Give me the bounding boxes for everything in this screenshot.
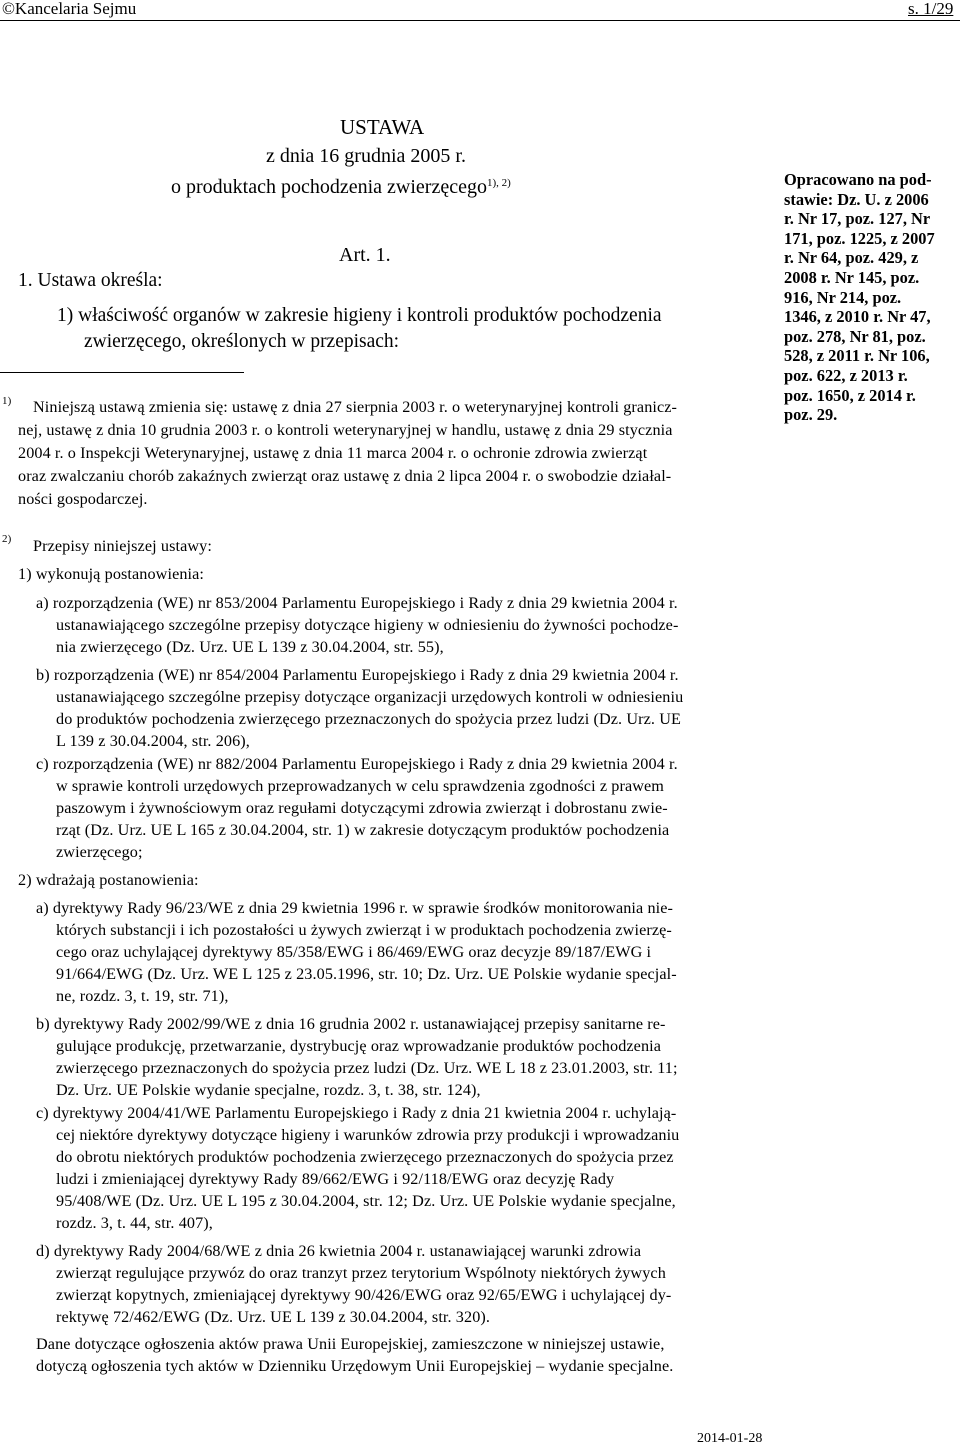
act-subject: o produktach pochodzenia zwierzęcego$^{1), 2)}$	[171, 176, 511, 198]
list-item: c) rozporządzenia (WE) nr 882/2004 Parlamentu Europejskiego i Rady z dnia 29 kwietnia 2004 r.	[36, 755, 678, 773]
list-item: w sprawie kontroli urzędowych przeprowadzanych w celu sprawdzenia zgodności z prawem	[56, 777, 665, 795]
footnote-separator	[0, 372, 244, 373]
list-item: zwierzęcego przeznaczonych do spożycia przez ludzi (Dz. Urz. WE L 18 z 23.01.2003, str. 11;	[56, 1059, 678, 1077]
footnote-1-line: ności gospodarczej.	[18, 490, 148, 508]
footnote-2-point-2: 2) wdrażają postanowienia:	[18, 871, 199, 889]
list-item: zwierzęcego;	[56, 843, 143, 861]
article-item-1-line-2: zwierzęcego, określonych w przepisach:	[84, 331, 400, 352]
list-item: zwierząt regulujące przywóz do oraz tranzyt przez terytorium Wspólnoty niektórych żywych	[56, 1264, 666, 1282]
list-item: zwierząt kopytnych, zmieniającej dyrektywy 90/426/EWG oraz 92/65/EWG i uchylającej dy-	[56, 1286, 672, 1304]
list-item: ustanawiającego szczególne przepisy dotyczące organizacji urzędowych kontroli w odniesieniu	[56, 688, 684, 706]
act-title: USTAWA	[340, 115, 425, 139]
list-item: b) dyrektywy Rady 2002/99/WE z dnia 16 grudnia 2002 r. ustanawiającej przepisy sanitarne re-	[36, 1015, 666, 1033]
list-item: gulujące produkcję, przetwarzanie, dystrybucję oraz wprowadzanie produktów pochodzenia	[56, 1037, 662, 1055]
list-item: których substancji i ich pozostałości u żywych zwierząt i w produktach pochodzenia zwierzę-	[56, 921, 672, 939]
footnote-1-line: Niniejszą ustawą zmienia się: ustawę z dnia 27 sierpnia 2003 r. o weterynaryjnej kontroli granicz-	[33, 398, 678, 416]
footnote-2-point-1: 1) wykonują postanowienia:	[18, 565, 205, 583]
article-heading: Art. 1.	[339, 244, 391, 266]
list-item: rektywę 72/462/EWG (Dz. Urz. UE L 139 z 30.04.2004, str. 320).	[56, 1308, 491, 1326]
closing-note: Dane dotyczące ogłoszenia aktów prawa Unii Europejskiej, zamieszczone w niniejszej ustawie,	[36, 1335, 665, 1353]
list-item: Dz. Urz. UE Polskie wydanie specjalne, rozdz. 3, t. 38, str. 124),	[56, 1081, 481, 1099]
header-divider	[0, 20, 960, 21]
article-intro: 1. Ustawa określa:	[18, 270, 163, 291]
footnote-1-line: oraz zwalczaniu chorób zakaźnych zwierząt oraz ustawę z dnia 2 lipca 2004 r. o swobodzie działal-	[18, 467, 672, 485]
list-item: c) dyrektywy 2004/41/WE Parlamentu Europejskiego i Rady z dnia 21 kwietnia 2004 r. uchylają-	[36, 1104, 677, 1122]
list-item: paszowym i żywnościowym oraz regułami dotyczącymi zdrowia zwierząt i dobrostanu zwie-	[56, 799, 668, 817]
list-item: rząt (Dz. Urz. UE L 165 z 30.04.2004, str. 1) w zakresie dotyczącym produktów pochodzenia	[56, 821, 670, 839]
list-item: 91/664/EWG (Dz. Urz. WE L 125 z 23.05.1996, str. 10; Dz. Urz. UE Polskie wydanie specjal-	[56, 965, 677, 983]
list-item: b) rozporządzenia (WE) nr 854/2004 Parlamentu Europejskiego i Rady z dnia 29 kwietnia 2004 r.	[36, 666, 679, 684]
list-item: cego oraz uchylającej dyrektywy 85/358/EWG i 86/469/EWG oraz decyzje 89/187/EWG i	[56, 943, 652, 961]
list-item: a) rozporządzenia (WE) nr 853/2004 Parlamentu Europejskiego i Rady z dnia 29 kwietnia 2004 r.	[36, 594, 678, 612]
list-item: L 139 z 30.04.2004, str. 206),	[56, 732, 250, 750]
footnote-2-intro: Przepisy niniejszej ustawy:	[33, 537, 212, 555]
list-item: d) dyrektywy Rady 2004/68/WE z dnia 26 kwietnia 2004 r. ustanawiającej warunki zdrowia	[36, 1242, 642, 1260]
list-item: nia zwierzęcego (Dz. Urz. UE L 139 z 30.04.2004, str. 55),	[56, 638, 444, 656]
footnote-1-marker: 1)	[2, 395, 12, 407]
footnote-2-marker: 2)	[2, 533, 12, 545]
list-item: ludzi i zmieniającej dyrektywy Rady 89/662/EWG i 92/118/EWG oraz decyzję Rady	[56, 1170, 615, 1188]
act-date: z dnia 16 grudnia 2005 r.	[266, 145, 466, 167]
header-publisher: ©Kancelaria Sejmu	[2, 0, 137, 18]
closing-note: dotyczą ogłoszenia tych aktów w Dzienniku Urzędowym Unii Europejskiej – wydanie specjalne.	[36, 1357, 674, 1375]
list-item: do obrotu niektórych produktów pochodzenia zwierzęcego przeznaczonych do spożycia przez	[56, 1148, 674, 1166]
list-item: a) dyrektywy Rady 96/23/WE z dnia 29 kwietnia 1996 r. w sprawie środków monitorowania nie-	[36, 899, 674, 917]
list-item: rozdz. 3, t. 44, str. 407),	[56, 1214, 213, 1232]
source-note: Opracowano na pod- stawie: Dz. U. z 2006 r. Nr 17, poz. 127, Nr 171, poz. 1225, z 2007 r. Nr 64, poz. 429, z 2008 r. Nr 145, poz. 916, Nr 214, poz. 1346, z 2010 r. Nr 47, poz. 278, Nr 81, poz. 528, z 2011 r. Nr 106, poz. 622, z 2013 r. poz. 1650, z 2014 r. poz. 29.	[784, 170, 935, 425]
list-item: 95/408/WE (Dz. Urz. UE L 195 z 30.04.2004, str. 12; Dz. Urz. UE Polskie wydanie specjalne,	[56, 1192, 676, 1210]
list-item: ustanawiającego szczególne przepisy dotyczące higieny w odniesieniu do żywności pochodze-	[56, 616, 679, 634]
list-item: cej niektóre dyrektywy dotyczące higieny i warunków zdrowia przy produkcji i wprowadzaniu	[56, 1126, 680, 1144]
list-item: do produktów pochodzenia zwierzęcego przeznaczonych do spożycia przez ludzi (Dz. Urz. UE	[56, 710, 681, 728]
footnote-ref: 1), 2)	[486, 177, 511, 189]
article-item-1-line-1: 1) właściwość organów w zakresie higieny i kontroli produktów pochodzenia	[57, 305, 662, 326]
list-item: ne, rozdz. 3, t. 19, str. 71),	[56, 987, 229, 1005]
page-number-link[interactable]: s. 1/29	[908, 0, 954, 18]
footnote-1-line: 2004 r. o Inspekcji Weterynaryjnej, ustawę z dnia 11 marca 2004 r. o ochronie zdrowia zwierząt	[18, 444, 648, 462]
footer-date: 2014-01-28	[697, 1431, 763, 1446]
footnote-1-line: nej, ustawę z dnia 10 grudnia 2003 r. o kontroli weterynaryjnej w handlu, ustawę z dnia 29 stycznia	[18, 421, 673, 439]
